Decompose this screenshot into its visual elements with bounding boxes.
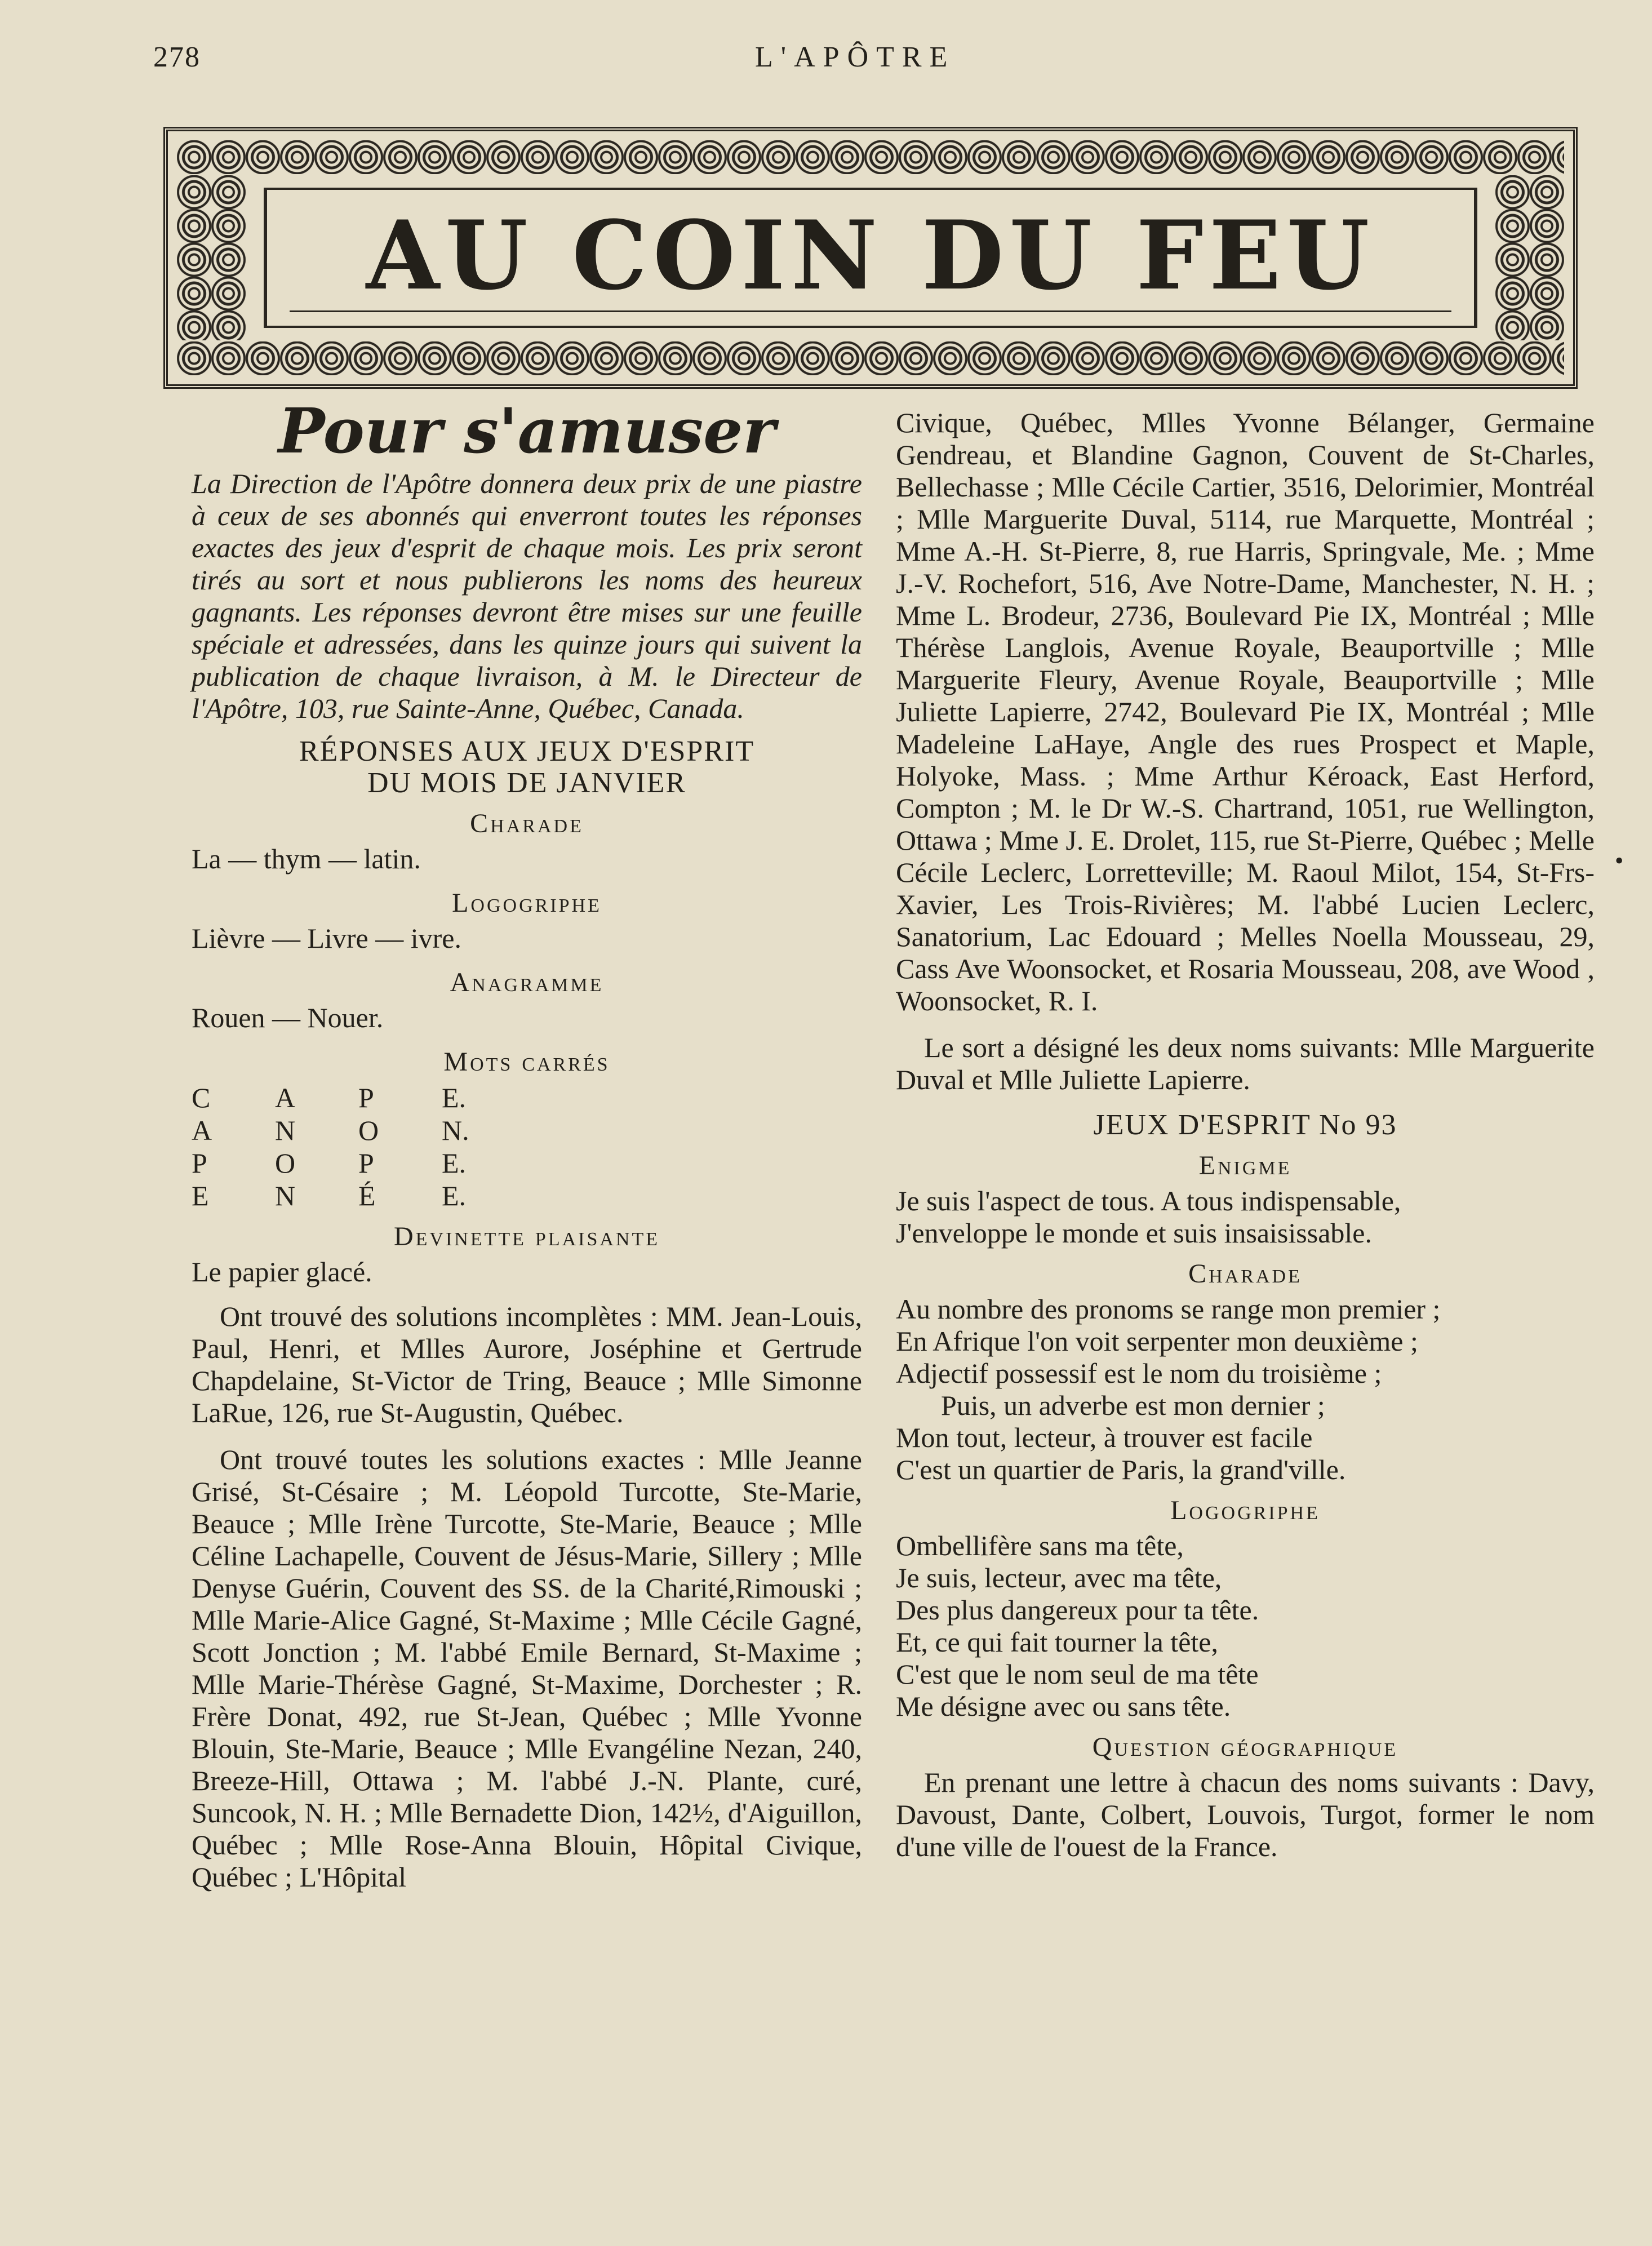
- mots-carres-row: [192, 1081, 862, 1114]
- mots-carres-cell: N: [275, 1180, 296, 1211]
- right-column: [896, 407, 1595, 1863]
- ornament-border-top: [177, 140, 1564, 174]
- mots-carres-row: [192, 1114, 862, 1147]
- section-banner: [163, 127, 1578, 389]
- intro-paragraph: La Direction de l'Apôtre donnera deux prix de une piastre à ceux de ses abonnés qui enverront toutes les réponses exactes des jeux d'esprit de chaque mois. Les prix seront tirés au sort et nous publierons les noms des heureux gagnants. Les réponses devront être mises sur une feuille spéciale et adressées, dans les quinze jours qui suivent la publication de chaque livraison, à M. le Directeur de l'Apôtre, 103, rue Sainte-Anne, Québec, Canada.: [192, 468, 862, 724]
- ornament-border-left: [177, 175, 246, 340]
- verse-line: Au nombre des pronoms se range mon premier ;: [896, 1293, 1441, 1325]
- banner-underline: [290, 310, 1451, 312]
- mots-carres-cell: O: [358, 1115, 379, 1146]
- charade-heading: Charade: [1188, 1259, 1302, 1289]
- logogriphe-verse: [896, 1530, 1595, 1723]
- mots-carres-cell: O: [275, 1147, 296, 1179]
- solvers-continuation: Civique, Québec, Mlles Yvonne Bélanger, Germaine Gendreau, et Blandine Gagnon, Couvent de St-Charles, Bellechasse ; Mlle Cécile Cartier, 3516, Delorimier, Montréal ; Mlle Marguerite Duval, 5114, rue Marquette, Montréal ; Mme A.-H. St-Pierre, 8, rue Harris, Springvale, Me. ; Mme J.-V. Rochefort, 516, Ave Notre-Dame, Manchester, N. H. ; Mme L. Brodeur, 2736, Boulevard Pie IX, Montréal ; Mlle Thérèse Langlois, Avenue Royale, Beauportville ; Mlle Marguerite Fleury, Avenue Royale, Beauportville ; Mlle Juliette Lapierre, 2742, Boulevard Pie IX, Montréal ; Mlle Madeleine LaHaye, Angle des rues Prospect et Maple, Holyoke, Mass. ; Mme Arthur Kéroack, East Herford, Compton ; M. le Dr W.-S. Chartrand, 1051, rue Wellington, Ottawa ; Mme J. E. Drolet, 115, rue St-Pierre, Québec ; Melle Cécile Leclerc, Lorretteville; M. Raoul Milot, 154, St-Frs-Xavier, Les Trois-Rivières; M. l'abbé Lucien Leclerc, Sanatorium, Lac Edouard ; Melles Noella Mousseau, 29, Cass Ave Woonsocket, et Rosaria Mousseau, 208, ave Wood , Woonsocket, R. I.: [896, 407, 1595, 1017]
- logogriphe-heading: Logogriphe: [1170, 1495, 1320, 1525]
- question-geographique-text: En prenant une lettre à chacun des noms suivants : Davy, Davoust, Dante, Colbert, Louvois, Turgot, former le nom d'une ville de l'ouest de la France.: [896, 1766, 1595, 1862]
- banner-title-box: [264, 188, 1477, 328]
- verse-line: Adjectif possessif est le nom du troisième ;: [896, 1357, 1382, 1389]
- draw-result-paragraph: Le sort a désigné les deux noms suivants: Mlle Marguerite Duval et Mlle Juliette Lapierre.: [896, 1032, 1595, 1095]
- verse-line: Je suis, lecteur, avec ma tête,: [896, 1562, 1222, 1593]
- mots-carres-grid: [192, 1081, 862, 1212]
- mots-carres-cell: E.: [442, 1147, 467, 1179]
- running-title: L'APÔTRE: [755, 41, 956, 73]
- ornament-border-bottom: [177, 341, 1564, 375]
- mots-carres-cell: E.: [442, 1082, 467, 1113]
- devinette-heading: Devinette plaisante: [393, 1222, 660, 1251]
- banner-title: AU COIN DU FEU: [366, 199, 1375, 311]
- mots-carres-cell: E.: [442, 1180, 467, 1211]
- anagramme-answer-heading: Anagramme: [450, 967, 604, 997]
- answers-title-line-1: RÉPONSES AUX JEUX D'ESPRIT: [299, 735, 755, 767]
- charade-answer-heading: Charade: [470, 809, 584, 838]
- answers-title-line-2: DU MOIS DE JANVIER: [367, 767, 687, 799]
- verse-line: Et, ce qui fait tourner la tête,: [896, 1626, 1218, 1658]
- mots-carres-cell: E: [192, 1180, 209, 1211]
- mots-carres-heading: Mots carrés: [443, 1047, 610, 1077]
- logogriphe-answer: Lièvre — Livre — ivre.: [192, 922, 461, 954]
- verse-line: J'enveloppe le monde et suis insaisissable.: [896, 1217, 1372, 1249]
- anagramme-answer: Rouen — Nouer.: [192, 1002, 384, 1033]
- mots-carres-cell: N: [275, 1115, 296, 1146]
- verse-line: C'est un quartier de Paris, la grand'ville.: [896, 1454, 1346, 1485]
- charade-verse: [896, 1293, 1595, 1486]
- verse-line: Puis, un adverbe est mon dernier ;: [941, 1390, 1325, 1421]
- article-heading: Pour s'amuser: [278, 394, 776, 467]
- question-geographique-heading: Question géographique: [1092, 1732, 1398, 1762]
- left-column: [192, 394, 862, 1893]
- logogriphe-answer-heading: Logogriphe: [452, 888, 602, 918]
- verse-line: Des plus dangereux pour ta tête.: [896, 1594, 1259, 1626]
- mots-carres-cell: N.: [442, 1115, 469, 1146]
- verse-line: Ombellifère sans ma tête,: [896, 1530, 1184, 1561]
- enigme-verse: [896, 1185, 1595, 1249]
- mots-carres-cell: P: [358, 1082, 374, 1113]
- verse-line: Mon tout, lecteur, à trouver est facile: [896, 1422, 1313, 1453]
- charade-answer: La — thym — latin.: [192, 843, 421, 875]
- devinette-answer: Le papier glacé.: [192, 1256, 372, 1288]
- jeux-esprit-title: JEUX D'ESPRIT No 93: [1093, 1109, 1397, 1141]
- margin-mark: •: [1615, 847, 1624, 875]
- mots-carres-cell: A: [275, 1082, 296, 1113]
- mots-carres-cell: P: [192, 1147, 207, 1179]
- mots-carres-row: [192, 1147, 862, 1179]
- enigme-heading: Enigme: [1198, 1151, 1292, 1180]
- mots-carres-cell: P: [358, 1147, 374, 1179]
- verse-line: Me désigne avec ou sans tête.: [896, 1690, 1231, 1722]
- exact-solvers-paragraph: Ont trouvé toutes les solutions exactes : Mlle Jeanne Grisé, St-Césaire ; M. Léopold Turcotte, Ste-Marie, Beauce ; Mlle Irène Turcotte, Ste-Marie, Beauce ; Mlle Céline Lachapelle, Couvent de Jésus-Marie, Sillery ; Mlle Denyse Guérin, Couvent des SS. de la Charité,Rimouski ; Mlle Marie-Alice Gagné, St-Maxime ; Mlle Cécile Gagné, Scott Jonction ; M. l'abbé Emile Bernard, St-Maxime ; Mlle Marie-Thérèse Gagné, St-Maxime, Dorchester ; R. Frère Donat, 492, rue St-Jean, Québec ; Mlle Yvonne Blouin, Ste-Marie, Beauce ; Mlle Evangéline Nezan, 240, Breeze-Hill, Ottawa ; M. l'abbé J.-N. Plante, curé, Suncook, N. H. ; Mlle Bernadette Dion, 142½, d'Aiguillon, Québec ; Mlle Rose-Anna Blouin, Hôpital Civique, Québec ; L'Hôpital: [192, 1444, 862, 1893]
- mots-carres-cell: É: [358, 1180, 376, 1211]
- mots-carres-cell: A: [192, 1115, 212, 1146]
- mots-carres-row: [192, 1179, 862, 1212]
- incomplete-solvers-paragraph: Ont trouvé des solutions incomplètes : MM. Jean-Louis, Paul, Henri, et Mlles Aurore, Joséphine et Gertrude Chapdelaine, St-Victor de Tring, Beauce ; Mlle Simonne LaRue, 126, rue St-Augustin, Québec.: [192, 1300, 862, 1428]
- ornament-border-right: [1495, 175, 1564, 340]
- verse-line: C'est que le nom seul de ma tête: [896, 1658, 1259, 1690]
- page-number: 278: [153, 41, 201, 73]
- verse-line: Je suis l'aspect de tous. A tous indispensable,: [896, 1185, 1401, 1217]
- mots-carres-cell: C: [192, 1082, 211, 1113]
- verse-line: En Afrique l'on voit serpenter mon deuxième ;: [896, 1325, 1418, 1357]
